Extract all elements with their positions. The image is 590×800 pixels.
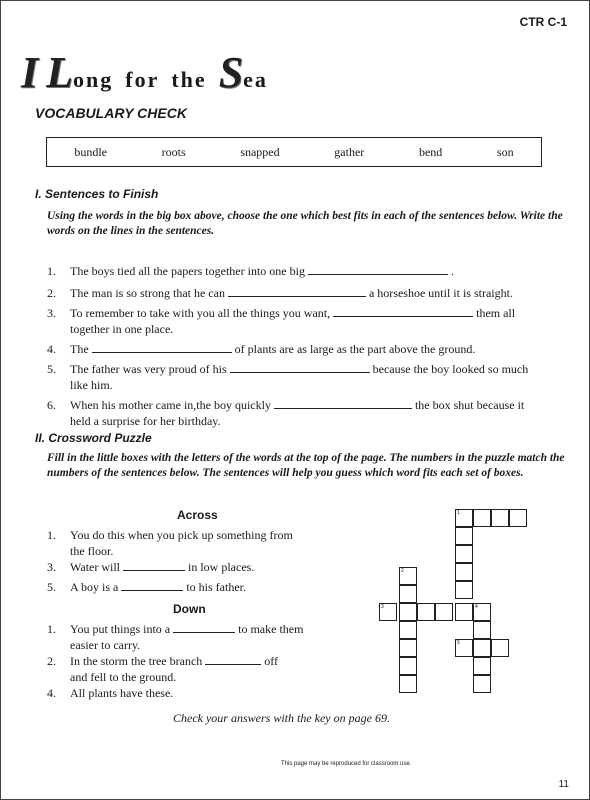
title-word-the: the bbox=[171, 67, 207, 92]
down-clue-2: 2. In the storm the tree branch off and fell to the ground. bbox=[47, 654, 279, 684]
answer-blank[interactable] bbox=[333, 306, 473, 317]
page-title bbox=[21, 48, 276, 111]
answer-blank[interactable] bbox=[173, 622, 235, 633]
answer-blank[interactable] bbox=[205, 654, 261, 665]
section1-heading: I. Sentences to Finish bbox=[35, 187, 159, 201]
crossword-cell[interactable] bbox=[455, 563, 473, 581]
copyright-footer: This page may be reproduced for classroom use. bbox=[281, 761, 412, 767]
down-heading: Down bbox=[173, 602, 206, 616]
answer-key-note: Check your answers with the key on page 69. bbox=[173, 711, 390, 725]
crossword-cell[interactable] bbox=[455, 545, 473, 563]
across-clue-3: 3. Water will in low places. bbox=[47, 560, 255, 574]
page-number: 11 bbox=[558, 779, 569, 790]
crossword-cell[interactable] bbox=[473, 657, 491, 675]
crossword-cell[interactable] bbox=[455, 581, 473, 599]
answer-blank[interactable] bbox=[92, 342, 232, 353]
sentence-1: 1. The boys tied all the papers together into one big . bbox=[47, 264, 454, 278]
crossword-cell[interactable] bbox=[491, 639, 509, 657]
across-clue-5: 5. A boy is a to his father. bbox=[47, 580, 246, 594]
crossword-cell[interactable] bbox=[399, 639, 417, 657]
word-box bbox=[46, 137, 542, 167]
crossword-cell[interactable]: 5 bbox=[455, 639, 473, 657]
answer-blank[interactable] bbox=[230, 362, 370, 373]
page-code: CTR C-1 bbox=[519, 15, 567, 29]
crossword-cell[interactable] bbox=[417, 603, 435, 621]
title-initial-i: I bbox=[21, 48, 39, 97]
answer-blank[interactable] bbox=[121, 580, 183, 591]
sentence-4: 4. The of plants are as large as the part above the ground. bbox=[47, 342, 476, 356]
sentence-3: 3. To remember to take with you all the things you want, them all together in one place. bbox=[47, 306, 516, 336]
crossword-cell[interactable] bbox=[399, 675, 417, 693]
crossword-cell[interactable] bbox=[473, 639, 491, 657]
answer-blank[interactable] bbox=[308, 264, 448, 275]
crossword-cell[interactable] bbox=[473, 675, 491, 693]
answer-blank[interactable] bbox=[274, 398, 412, 409]
sentence-5: 5. The father was very proud of his because the boy looked so much like him. bbox=[47, 362, 529, 392]
word-item: roots bbox=[161, 144, 186, 159]
crossword-cell[interactable] bbox=[491, 509, 509, 527]
sentence-2: 2. The man is so strong that he can a horseshoe until it is straight. bbox=[47, 286, 513, 300]
crossword-cell[interactable] bbox=[455, 603, 473, 621]
title-word-for: for bbox=[125, 67, 160, 92]
crossword-cell[interactable] bbox=[399, 585, 417, 603]
crossword-cell[interactable] bbox=[399, 657, 417, 675]
title-word-long: ong bbox=[73, 67, 114, 92]
title-word-sea: ea bbox=[243, 67, 268, 92]
down-clue-4: 4. All plants have these. bbox=[47, 686, 174, 700]
crossword-cell[interactable]: 3 bbox=[379, 603, 397, 621]
crossword-cell[interactable]: 1 bbox=[455, 509, 473, 527]
word-item: son bbox=[496, 144, 514, 159]
crossword-cell[interactable] bbox=[509, 509, 527, 527]
crossword-cell[interactable] bbox=[399, 621, 417, 639]
sentence-6: 6. When his mother came in,the boy quickly the box shut because it held a surprise for her birthday. bbox=[47, 398, 525, 428]
title-initial-s: S bbox=[218, 48, 244, 97]
word-item: bundle bbox=[74, 144, 107, 159]
word-item: snapped bbox=[240, 144, 280, 159]
word-item: bend bbox=[418, 144, 443, 159]
answer-blank[interactable] bbox=[123, 560, 185, 571]
crossword-cell[interactable]: 2 bbox=[399, 567, 417, 585]
crossword-cell[interactable] bbox=[399, 603, 417, 621]
word-item: gather bbox=[334, 144, 365, 159]
crossword-cell[interactable] bbox=[455, 527, 473, 545]
crossword-cell[interactable]: 4 bbox=[473, 603, 491, 621]
section2-heading: II. Crossword Puzzle bbox=[35, 431, 152, 445]
answer-blank[interactable] bbox=[228, 286, 366, 297]
across-heading: Across bbox=[177, 508, 218, 522]
section1-instructions: Using the words in the big box above, choose the one which best fits in each of the sentences below. Write the words on the lines in the sentences. bbox=[47, 210, 563, 237]
crossword-cell[interactable] bbox=[473, 621, 491, 639]
across-clue-1: 1. You do this when you pick up something from the floor. bbox=[47, 528, 293, 558]
down-clue-1: 1. You put things into a to make them easier to carry. bbox=[47, 622, 304, 652]
crossword-cell[interactable] bbox=[435, 603, 453, 621]
crossword-cell[interactable] bbox=[473, 509, 491, 527]
title-initial-l: L bbox=[46, 48, 74, 97]
vocabulary-heading: VOCABULARY CHECK bbox=[35, 105, 187, 121]
section2-instructions: Fill in the little boxes with the letters of the words at the top of the page. The numbers in the puzzle match the numbers of the sentences below. The sentences will help you guess which word fits each set of boxes. bbox=[47, 452, 565, 479]
